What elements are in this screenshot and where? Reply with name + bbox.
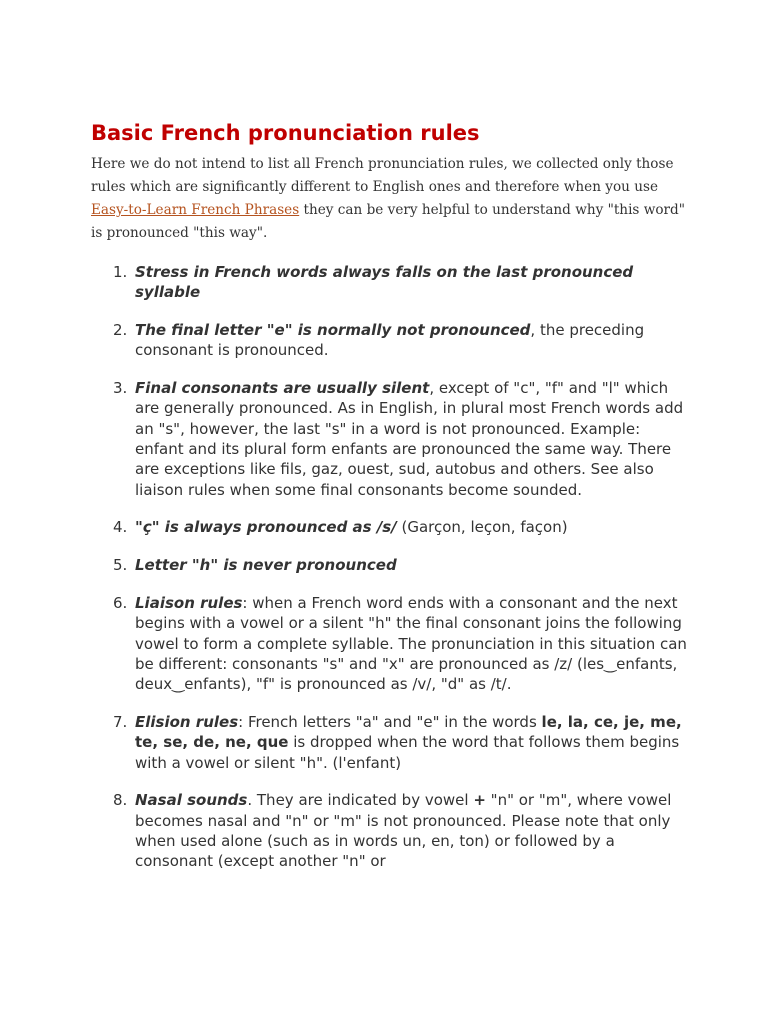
rule-item-2 [91,320,691,361]
rule-emphasis: Letter "h" is never pronounced [135,556,397,575]
rule-number: 6. [113,594,128,613]
rule-emphasis: Elision rules [135,713,239,732]
rule-text: : when a French word ends with a consonant and the next begins with a vowel or a silent "h" the final consonant joins the following vowel to form a complete syllable. The pronunciation in this situation can be different: consonants "s" and "x" are pronounced as /z/ (les‿enfants, deux‿enfants), "f" is pronounced as /v/, "d" as /t/. [135,594,687,694]
rule-emphasis: The final letter "e" is normally not pronounced [135,321,531,340]
rule-emphasis: Nasal sounds [135,791,248,810]
page-title: Basic French pronunciation rules [91,121,480,145]
rule-number: 5. [113,556,128,575]
rule-item-6 [91,593,691,694]
rule-number: 1. [113,263,128,281]
rule-emphasis: Stress in French words always falls on the last pronounced syllable [135,263,634,302]
rule-number: 4. [113,518,128,537]
rule-number: 3. [113,379,128,398]
rule-text-continued: "n" or "m", where vowel becomes nasal and "n" or "m" is not pronounced. Please note that only when used alone (such as in words un, en, ton) or followed by a consonant (except another "n" or [135,791,672,871]
rule-number: 7. [113,713,128,732]
rule-text: , except of "c", "f" and "l" which are generally pronounced. As in English, in plural most French words add an "s", however, the last "s" in a word is not pronounced. Example: enfant and its plural form enfants are pronounced the same way. There are exceptions like fils, gaz, ouest, sud, autobus and others. See also liaison rules when some final consonants become sounded. [135,379,684,499]
intro-text-start: Here we do not intend to list all French pronunciation rules, we collected only those rules which are significantly different to English ones and therefore when you use [91,156,674,195]
rule-number: 2. [113,321,128,340]
rule-text: , the preceding consonant is pronounced. [135,321,645,360]
rule-bold-plus: + [473,791,486,810]
rule-item-4 [91,517,691,537]
rule-text: : French letters "a" and "e" in the words [238,713,542,732]
intro-text-end: they can be very helpful to understand why "this word" is pronounced "this way". [91,202,685,241]
rule-item-5 [91,555,691,575]
rule-emphasis: "ç" is always pronounced as /s/ [135,518,397,537]
easy-to-learn-french-phrases-link[interactable]: Easy-to-Learn French Phrases [91,202,300,218]
rule-item-8 [91,790,691,871]
rule-number: 8. [113,791,128,810]
rule-item-1 [91,262,691,303]
rules-list [91,262,691,889]
rule-text-continued: is dropped when the word that follows them begins with a vowel or silent "h". (l'enfant) [135,733,680,772]
rule-bold-words: le, la, ce, je, me, te, se, de, ne, que [135,713,682,752]
rule-item-3 [91,378,691,500]
intro-paragraph [91,153,691,245]
rule-item-7 [91,712,691,773]
rule-text: (Garçon, leçon, façon) [396,518,568,537]
rule-emphasis: Final consonants are usually silent [135,379,430,398]
rule-emphasis: Liaison rules [135,594,243,613]
rule-text: . They are indicated by vowel [247,791,474,810]
